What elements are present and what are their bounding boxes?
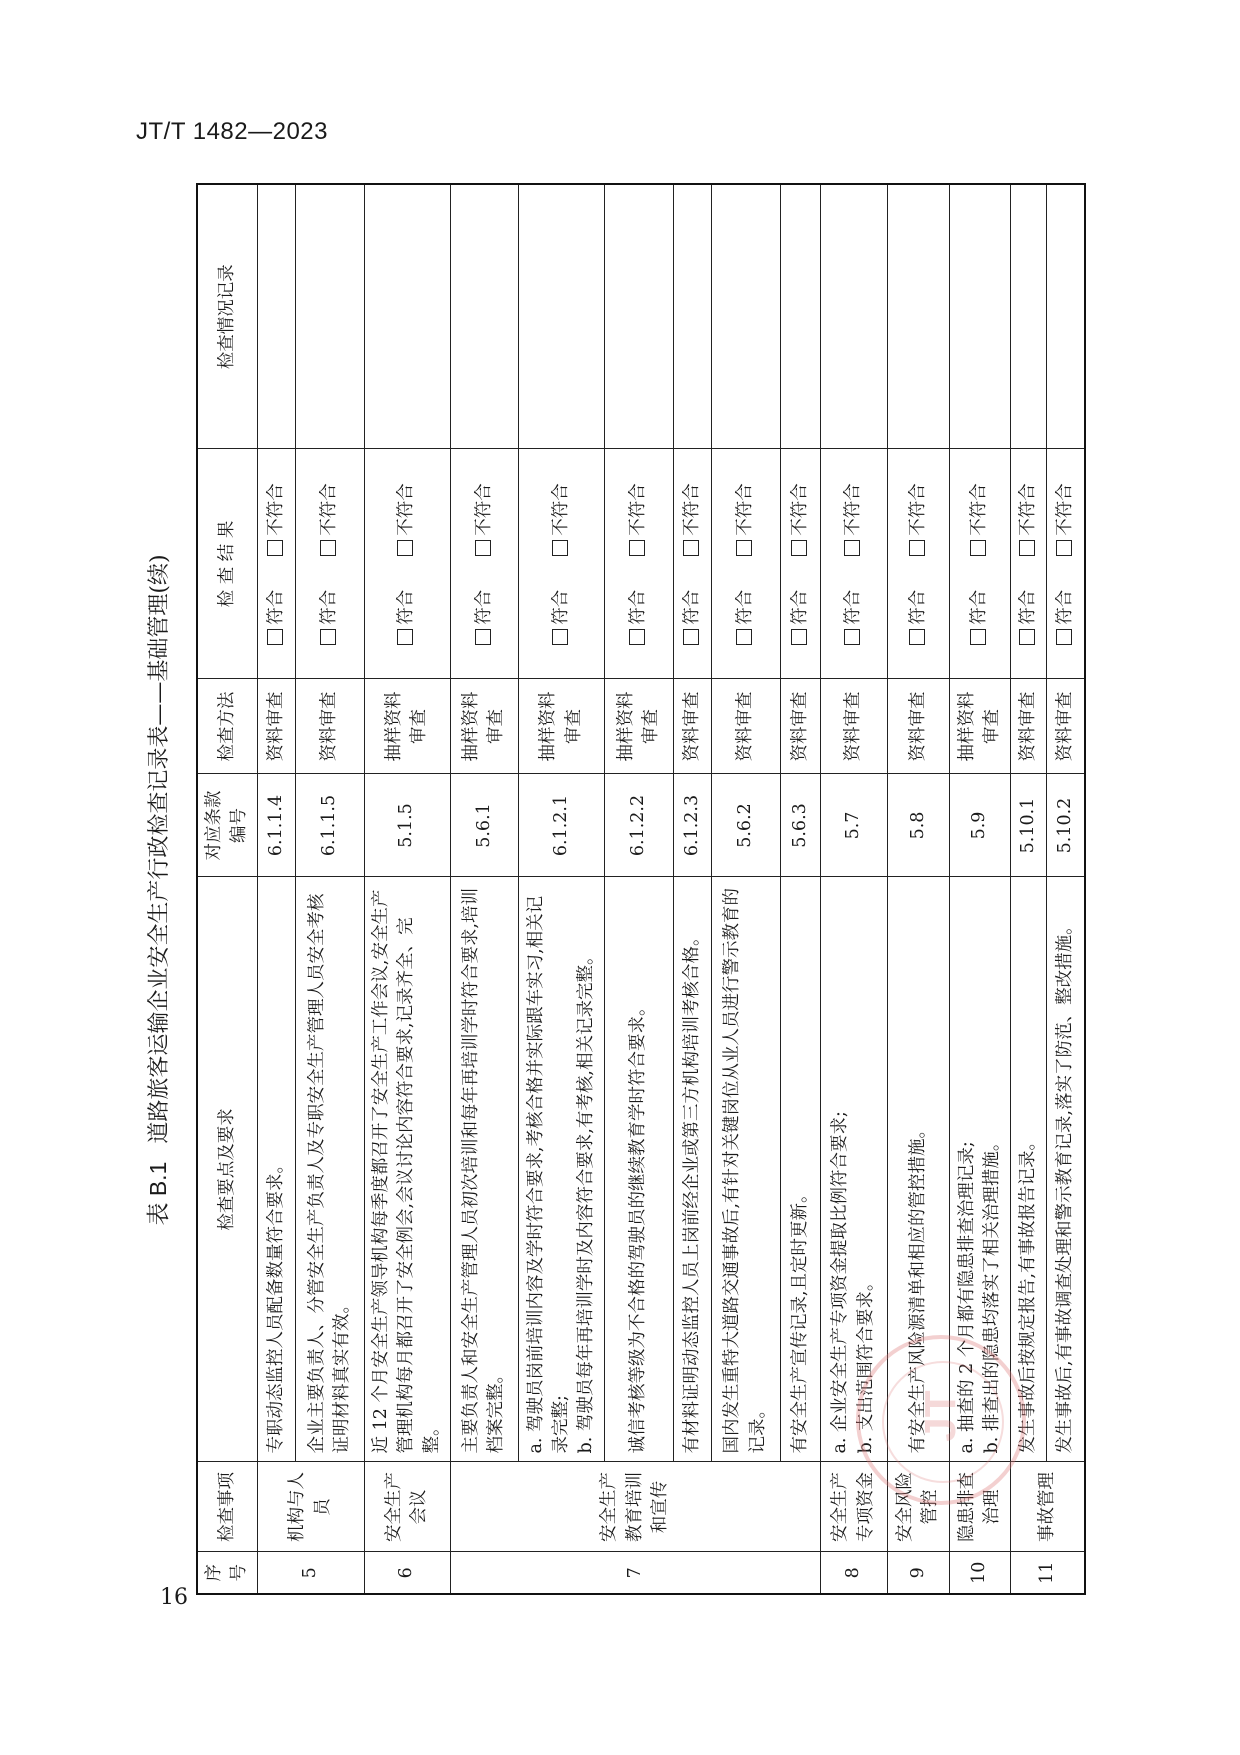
pass-checkbox[interactable] (790, 590, 810, 645)
standard-code: JT/T 1482—2023 (136, 118, 329, 145)
cell-record[interactable] (296, 184, 365, 449)
cell-result (450, 449, 519, 679)
cell-method: 抽样资料审查 (950, 679, 1011, 774)
table-row (673, 184, 711, 1594)
checkbox-icon[interactable] (475, 629, 491, 645)
result-label: 符合 (907, 589, 928, 625)
cell-method: 抽样资料审查 (364, 679, 450, 774)
cell-clause: 6.1.2.2 (605, 774, 674, 877)
checkbox-icon[interactable] (552, 540, 568, 556)
requirement-line: 发生事故后按规定报告,有事故报告记录。 (1017, 1132, 1038, 1454)
cell-requirement (450, 877, 519, 1462)
pass-checkbox[interactable] (396, 590, 416, 645)
cell-method: 资料审查 (887, 679, 950, 774)
checkbox-icon[interactable] (909, 540, 925, 556)
checkbox-icon[interactable] (397, 540, 413, 556)
result-label: 符合 (265, 589, 286, 625)
result-label: 符合 (473, 589, 494, 625)
checkbox-icon[interactable] (1056, 540, 1072, 556)
cell-record[interactable] (950, 184, 1011, 449)
result-label: 不符合 (735, 483, 756, 536)
fail-checkbox[interactable] (551, 483, 571, 556)
result-label: 不符合 (969, 483, 990, 536)
checkbox-icon[interactable] (267, 629, 283, 645)
table-row (1010, 184, 1046, 1594)
cell-result (1047, 449, 1085, 679)
cell-method: 资料审查 (296, 679, 365, 774)
result-label: 不符合 (396, 483, 417, 536)
checkbox-icon[interactable] (683, 540, 699, 556)
requirement-line: a. 抽查的 2 个月都有隐患排查治理记录; (956, 1141, 977, 1454)
requirement-line: a. 企业安全生产专项资金提取比例符合要求; (830, 1111, 851, 1454)
requirement-line: b. 支出范围符合要求。 (855, 1273, 876, 1454)
checkbox-icon[interactable] (1019, 540, 1035, 556)
checkbox-icon[interactable] (791, 540, 807, 556)
fail-checkbox[interactable] (908, 483, 928, 556)
checkbox-icon[interactable] (844, 540, 860, 556)
cell-clause: 6.1.2.3 (673, 774, 711, 877)
requirement-line: 主要负责人和安全生产管理人员初次培训和每年再培训学时符合要求,培训档案完整。 (461, 887, 507, 1454)
cell-method: 抽样资料审查 (519, 679, 605, 774)
requirement-line: a. 驾驶员岗前培训内容及学时符合要求,考核合格并实际跟车实习,相关记录完整; (525, 895, 571, 1454)
cell-method: 资料审查 (780, 679, 820, 774)
cell-method: 资料审查 (257, 679, 295, 774)
cell-result (950, 449, 1011, 679)
table-caption-title: 道路旅客运输企业安全生产行政检查记录表——基础管理(续) (147, 554, 172, 1144)
pass-checkbox[interactable] (474, 590, 494, 645)
requirement-line: 国内发生重特大道路交通事故后,有针对关键岗位从业人员进行警示教育的记录。 (722, 887, 768, 1454)
cell-method: 资料审查 (1047, 679, 1085, 774)
cell-record[interactable] (605, 184, 674, 449)
result-label: 符合 (789, 589, 810, 625)
requirement-line: 专职动态监控人员配备数量符合要求。 (265, 1156, 286, 1454)
fail-checkbox[interactable] (790, 483, 810, 556)
result-label: 符合 (550, 589, 571, 625)
checkbox-icon[interactable] (397, 629, 413, 645)
table-caption-area (140, 185, 176, 1595)
cell-result (887, 449, 950, 679)
fail-checkbox[interactable] (682, 483, 702, 556)
result-label: 不符合 (1054, 483, 1075, 536)
checkbox-icon[interactable] (1056, 629, 1072, 645)
pass-checkbox[interactable] (628, 590, 648, 645)
table-row (780, 184, 820, 1594)
checkbox-icon[interactable] (1019, 629, 1035, 645)
requirement-line: b. 驾驶员每年再培训学时及内容符合要求,有考核,相关记录完整。 (576, 947, 597, 1454)
cell-result (296, 449, 365, 679)
cell-clause: 5.6.3 (780, 774, 820, 877)
cell-seq: 5 (257, 1552, 364, 1594)
requirement-line: 近 12 个月安全生产领导机构每季度都召开了安全生产工作会议,安全生产管理机构每月都召开了安全例会,会议讨论内容符合要求,记录齐全、完整。 (371, 889, 442, 1454)
cell-seq: 9 (887, 1552, 950, 1594)
cell-result (257, 449, 295, 679)
cell-method: 资料审查 (673, 679, 711, 774)
cell-item: 安全生产会议 (364, 1462, 450, 1552)
cell-record[interactable] (450, 184, 519, 449)
pass-checkbox[interactable] (843, 590, 863, 645)
requirement-line: 企业主要负责人、分管安全生产负责人及专职安全生产管理人员安全考核证明材料真实有效。 (306, 893, 352, 1454)
pass-checkbox[interactable] (735, 590, 755, 645)
cell-requirement (519, 877, 605, 1462)
cell-record[interactable] (1047, 184, 1085, 449)
cell-method: 资料审查 (821, 679, 888, 774)
cell-seq: 10 (950, 1552, 1011, 1594)
requirement-line: 有材料证明动态监控人员上岗前经企业或第三方机构培训考核合格。 (681, 928, 702, 1454)
checkbox-icon[interactable] (267, 540, 283, 556)
fail-checkbox[interactable] (1055, 483, 1075, 556)
header-method: 检查方法 (197, 679, 257, 774)
cell-seq: 11 (1010, 1552, 1085, 1594)
cell-seq: 7 (450, 1552, 820, 1594)
checkbox-icon[interactable] (909, 629, 925, 645)
header-result: 检 查 结 果 (197, 449, 257, 679)
cell-result (780, 449, 820, 679)
pass-checkbox[interactable] (682, 590, 702, 645)
pass-checkbox[interactable] (1018, 590, 1038, 645)
cell-result (1010, 449, 1046, 679)
result-label: 符合 (843, 589, 864, 625)
cell-record[interactable] (673, 184, 711, 449)
table-caption-number: 表 B.1 (145, 1161, 171, 1226)
inspection-table-container (196, 185, 1086, 1595)
cell-result (821, 449, 888, 679)
table-row (887, 184, 950, 1594)
pass-checkbox[interactable] (969, 590, 989, 645)
cell-requirement (257, 877, 295, 1462)
checkbox-icon[interactable] (736, 629, 752, 645)
result-label: 不符合 (628, 483, 649, 536)
cell-result (605, 449, 674, 679)
table-row (605, 184, 674, 1594)
header-requirements: 检查要点及要求 (197, 877, 257, 1462)
checkbox-icon[interactable] (629, 540, 645, 556)
cell-item: 事故管理 (1010, 1462, 1085, 1552)
cell-item: 安全生产专项资金 (821, 1462, 888, 1552)
checkbox-icon[interactable] (629, 629, 645, 645)
result-label: 符合 (628, 589, 649, 625)
result-label: 不符合 (473, 483, 494, 536)
cell-record[interactable] (519, 184, 605, 449)
cell-result (519, 449, 605, 679)
result-label: 不符合 (789, 483, 810, 536)
cell-requirement (1010, 877, 1046, 1462)
cell-seq: 6 (364, 1552, 450, 1594)
pass-checkbox[interactable] (1055, 590, 1075, 645)
checkbox-icon[interactable] (970, 540, 986, 556)
table-row (296, 184, 365, 1594)
checkbox-icon[interactable] (683, 629, 699, 645)
pass-checkbox[interactable] (266, 590, 286, 645)
table-row (821, 184, 888, 1594)
cell-clause: 5.7 (821, 774, 888, 877)
cell-requirement (605, 877, 674, 1462)
table-row (950, 184, 1011, 1594)
result-label: 不符合 (843, 483, 864, 536)
result-label: 符合 (396, 589, 417, 625)
result-label: 符合 (319, 589, 340, 625)
checkbox-icon[interactable] (970, 629, 986, 645)
fail-checkbox[interactable] (1018, 483, 1038, 556)
cell-clause: 6.1.1.5 (296, 774, 365, 877)
header-clause: 对应条款编号 (197, 774, 257, 877)
cell-clause: 6.1.1.4 (257, 774, 295, 877)
cell-item: 机构与人员 (257, 1462, 364, 1552)
fail-checkbox[interactable] (735, 483, 755, 556)
checkbox-icon[interactable] (552, 629, 568, 645)
cell-requirement (673, 877, 711, 1462)
cell-item: 安全生产教育培训和宣传 (450, 1462, 820, 1552)
cell-method: 资料审查 (712, 679, 781, 774)
table-row (257, 184, 295, 1594)
fail-checkbox[interactable] (396, 483, 416, 556)
cell-record[interactable] (712, 184, 781, 449)
pass-checkbox[interactable] (551, 590, 571, 645)
requirement-line: 发生事故后,有事故调查处理和警示教育记录,落实了防范、整改措施。 (1054, 917, 1075, 1454)
checkbox-icon[interactable] (320, 540, 336, 556)
checkbox-icon[interactable] (320, 629, 336, 645)
cell-clause: 5.6.2 (712, 774, 781, 877)
checkbox-icon[interactable] (844, 629, 860, 645)
requirement-line: b. 排查出的隐患均落实了相关治理措施。 (981, 1133, 1002, 1454)
cell-clause: 5.1.5 (364, 774, 450, 877)
page-number: 16 (160, 1585, 188, 1610)
cell-record[interactable] (364, 184, 450, 449)
cell-requirement (821, 877, 888, 1462)
cell-item: 隐患排查治理 (950, 1462, 1011, 1552)
result-label: 不符合 (319, 483, 340, 536)
cell-requirement (364, 877, 450, 1462)
cell-result (712, 449, 781, 679)
result-label: 不符合 (681, 483, 702, 536)
cell-method: 抽样资料审查 (450, 679, 519, 774)
checkbox-icon[interactable] (791, 629, 807, 645)
cell-record[interactable] (887, 184, 950, 449)
table-header-row (197, 184, 257, 1594)
cell-requirement (950, 877, 1011, 1462)
cell-method: 资料审查 (1010, 679, 1046, 774)
table-row (364, 184, 450, 1594)
requirement-line: 诚信考核等级为不合格的驾驶员的继续教育学时符合要求。 (628, 998, 649, 1454)
cell-clause: 5.10.1 (1010, 774, 1046, 877)
cell-requirement (712, 877, 781, 1462)
cell-requirement (780, 877, 820, 1462)
result-label: 不符合 (265, 483, 286, 536)
result-label: 不符合 (907, 483, 928, 536)
requirement-line: 有安全生产风险源清单和相应的管控措施。 (907, 1121, 928, 1454)
cell-record[interactable] (780, 184, 820, 449)
cell-seq: 8 (821, 1552, 888, 1594)
result-label: 不符合 (550, 483, 571, 536)
result-label: 符合 (681, 589, 702, 625)
result-label: 符合 (1017, 589, 1038, 625)
cell-requirement (1047, 877, 1085, 1462)
cell-clause: 5.8 (887, 774, 950, 877)
cell-clause: 5.6.1 (450, 774, 519, 877)
header-record: 检查情况记录 (197, 184, 257, 449)
cell-clause: 5.9 (950, 774, 1011, 877)
result-label: 符合 (1054, 589, 1075, 625)
table-row (519, 184, 605, 1594)
cell-item: 安全风险管控 (887, 1462, 950, 1552)
result-label: 符合 (969, 589, 990, 625)
fail-checkbox[interactable] (628, 483, 648, 556)
fail-checkbox[interactable] (969, 483, 989, 556)
table-row (450, 184, 519, 1594)
cell-requirement (887, 877, 950, 1462)
cell-record[interactable] (1010, 184, 1046, 449)
checkbox-icon[interactable] (475, 540, 491, 556)
cell-clause: 6.1.2.1 (519, 774, 605, 877)
cell-method: 抽样资料审查 (605, 679, 674, 774)
inspection-table (196, 183, 1086, 1595)
fail-checkbox[interactable] (843, 483, 863, 556)
pass-checkbox[interactable] (319, 590, 339, 645)
checkbox-icon[interactable] (736, 540, 752, 556)
header-seq: 序号 (197, 1552, 257, 1594)
cell-clause: 5.10.2 (1047, 774, 1085, 877)
result-label: 不符合 (1017, 483, 1038, 536)
table-row (712, 184, 781, 1594)
cell-record[interactable] (821, 184, 888, 449)
table-caption (140, 185, 176, 1595)
requirement-line: 有安全生产宣传记录,且定时更新。 (789, 1185, 810, 1454)
watermark-seal: JT (856, 1335, 1026, 1505)
fail-checkbox[interactable] (266, 483, 286, 556)
cell-requirement (296, 877, 365, 1462)
pass-checkbox[interactable] (908, 590, 928, 645)
table-row (1047, 184, 1085, 1594)
cell-result (673, 449, 711, 679)
cell-result (364, 449, 450, 679)
fail-checkbox[interactable] (319, 483, 339, 556)
fail-checkbox[interactable] (474, 483, 494, 556)
header-item: 检查事项 (197, 1462, 257, 1552)
cell-record[interactable] (257, 184, 295, 449)
result-label: 符合 (735, 589, 756, 625)
